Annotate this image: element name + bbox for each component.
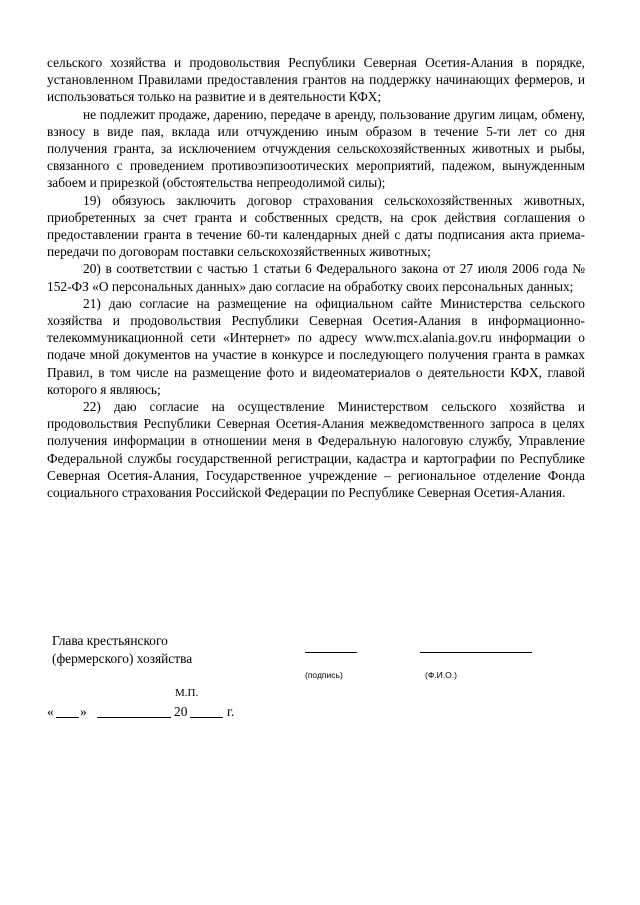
fio-caption: (Ф.И.О.) (425, 670, 457, 680)
paragraph-continuation: сельского хозяйства и продовольствия Республики Северная Осетия-Алания в порядке, установленном Правилами предоставления грантов на поддержку начинающих фермеров, и использоваться только на развитие и в деятельности КФХ; (47, 55, 585, 105)
fio-line[interactable] (420, 652, 532, 653)
date-open-quote: « (47, 704, 54, 719)
signature-caption: (подпись) (305, 670, 343, 680)
day-blank[interactable] (56, 703, 79, 718)
date-close-quote: » (80, 704, 87, 719)
signatory-title-line2: (фермерского) хозяйства (52, 651, 193, 666)
signatory-title (52, 632, 192, 668)
year-blank[interactable] (190, 703, 223, 718)
paragraph-item-19: 19) обязуюсь заключить договор страхования сельскохозяйственных животных, приобретенных за счет гранта и собственных средств, на срок действия соглашения о предоставлении гранта в течение 60-ти календарных дней с даты подписания акта приема-передачи по договорам поставки сельскохозяйственных животных; (47, 192, 585, 260)
year-suffix: г. (227, 704, 235, 719)
signature-line[interactable] (305, 652, 357, 653)
month-blank[interactable] (97, 703, 171, 718)
paragraph-item-21: 21) даю согласие на размещение на официальном сайте Министерства сельского хозяйства и продовольствия Республики Северная Осетия-Алания в информационно-телекоммуникационной сети «Интернет» по адресу www.mcx.alania.gov.ru информации о подаче мной документов на участие в конкурсе и последующего получения гранта в рамках Правил, в том числе на размещение фото и видеоматериалов о деятельности КФХ, главой которого я являюсь; (47, 295, 585, 397)
date-row (47, 703, 267, 721)
year-prefix: 20 (174, 704, 188, 719)
stamp-label: М.П. (175, 687, 199, 699)
paragraph-not-for-sale: не подлежит продаже, дарению, передаче в аренду, пользование другим лицам, обмену, взносу в виде пая, вклада или отчуждению иным образом в течение 5-ти лет со дня получения гранта, за исключением отчуждения сельскохозяйственных животных и рыбы, связанного с проведением противоэпизоотических мероприятий, падежом, вынужденным забоем и прирезкой (обстоятельства непреодолимой силы); (47, 106, 585, 191)
document-body (47, 54, 585, 501)
signatory-title-line1: Глава крестьянского (52, 633, 168, 648)
paragraph-item-22: 22) даю согласие на осуществление Министерством сельского хозяйства и продовольствия Республики Северная Осетия-Алания межведомственного запроса в целях получения информации в отношении меня в Федеральную налоговую службу, Управление Федеральной службы государственной регистрации, кадастра и картографии по Республике Северная Осетия-Алания, Государственное учреждение – региональное отделение Фонда социального страхования Российской Федерации по Республике Северная Осетия-Алания. (47, 399, 585, 501)
paragraph-item-20: 20) в соответствии с частью 1 статьи 6 Федерального закона от 27 июля 2006 года № 152-ФЗ «О персональных данных» даю согласие на обработку своих персональных данных; (47, 261, 585, 294)
